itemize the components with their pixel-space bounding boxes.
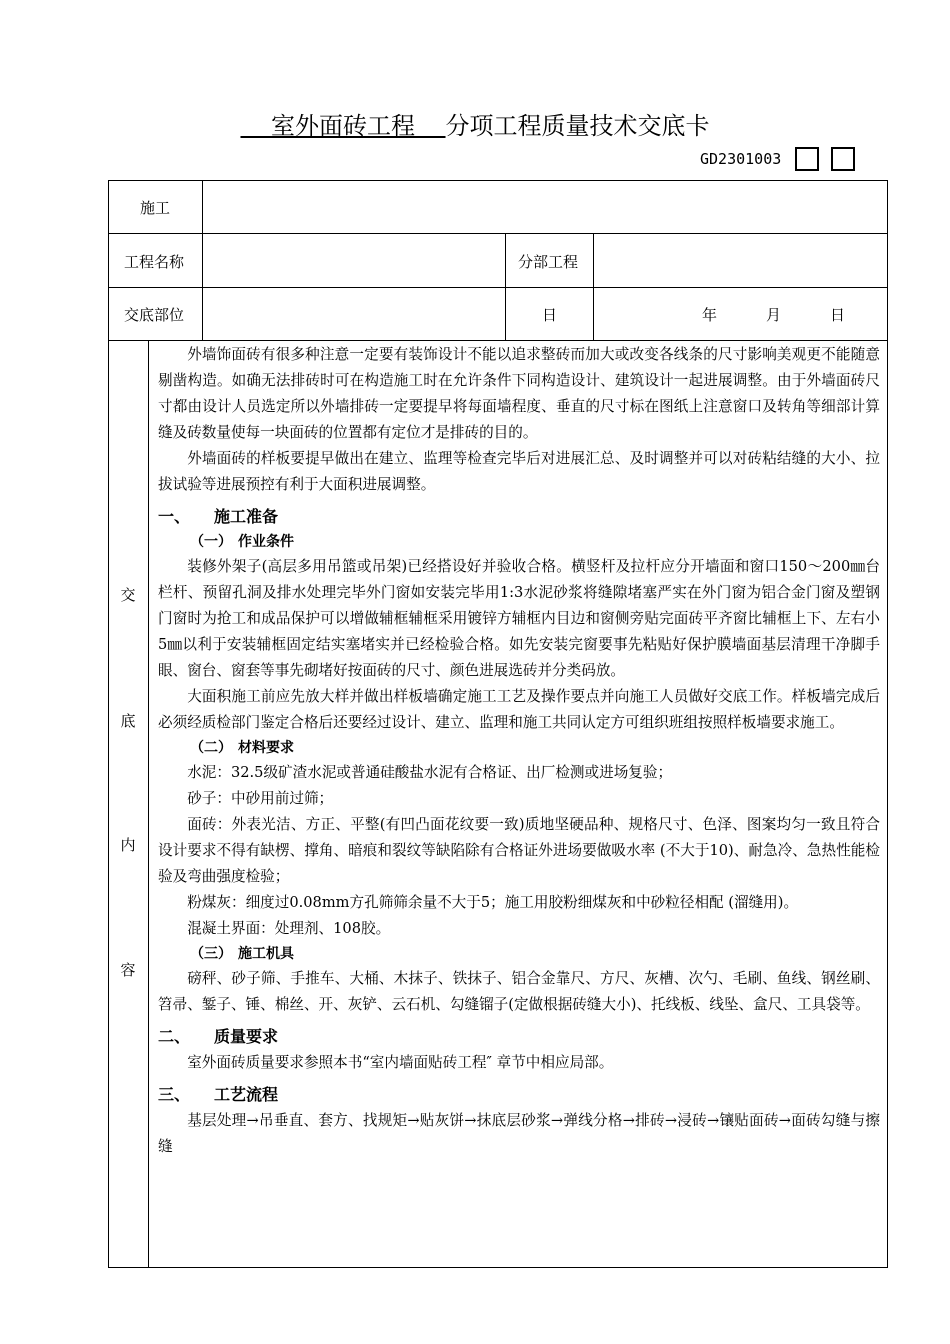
content-body (158, 342, 880, 1160)
section-heading: 三、 工艺流程 (158, 1085, 279, 1104)
subsection-heading: （二） 材料要求 (190, 740, 294, 756)
subsection-heading: （一） 作业条件 (190, 534, 294, 550)
col-divider (202, 180, 203, 340)
label-construction: 施工 (140, 199, 171, 217)
paragraph: 大面积施工前应先放大样并做出样板墙确定施工工艺及操作要点并向施工人员做好交底工作。样板墙完成后必须经质检部门鉴定合格后还要经过设计、建立、监理和施工共同认定方可组织班组按照样板墙要求施工。 (158, 688, 880, 731)
date-year: 年 (702, 306, 718, 324)
checkbox-2[interactable] (831, 147, 855, 171)
paragraph: 外墙饰面砖有很多种注意一定要有装饰设计不能以追求整砖而加大或改变各线条的尺寸影响美观更不能随意剔凿构造。如确无法排砖时可在构造施工时在允许条件下同构造设计、建筑设计一起进展调整。由于外墙面砖尺寸都由设计人员选定所以外墙排砖一定要提早将每面墙程度、垂直的尺寸标在图纸上注意窗口及转角等细部计算缝及砖数量使每一块面砖的位置都有定位才是排砖的目的。 (158, 346, 880, 441)
paragraph: 面砖：外表光洁、方正、平整(有凹凸面花纹要一致)质地坚硬品种、规格尺寸、色泽、图案均匀一致且符合设计要求不得有缺楞、撑角、暗痕和裂纹等缺陷除有合格证外进场要做吸水率 (不大于10)、耐急冷、急热性能检验及弯曲强度检验； (158, 816, 880, 885)
paragraph: 装修外架子(高层多用吊篮或吊架)已经搭设好并验收合格。横竖杆及拉杆应分开墙面和窗口150～200㎜台栏杆、预留孔洞及排水处理完毕外门窗如安装完毕用1:3水泥砂浆将缝隙堵塞严实在外门窗为铝合金门窗及塑钢门窗时为抢工和成品保护可以增做辅框辅框采用镀锌方辅框内目边和窗侧旁贴完面砖平齐窗比辅框上下、左右小5㎜以利于安装辅框固定结实塞堵实并已经检验合格。如先安装完窗要事先粘贴好保护膜墙面基层清理干净脚手眼、窗台、窗套等事先砌堵好按面砖的尺寸、颜色进展选砖并分类码放。 (158, 558, 880, 679)
col-divider (505, 233, 506, 340)
paragraph: 水泥：32.5级矿渣水泥或普通硅酸盐水泥有合格证、出厂检测或进场复验； (187, 764, 673, 781)
row-divider (108, 287, 888, 288)
row-divider (108, 340, 888, 341)
paragraph: 磅秤、砂子筛、手推车、大桶、木抹子、铁抹子、铝合金靠尺、方尺、灰槽、次勺、毛刷、鱼线、钢丝刷、笤帚、錾子、锤、棉丝、开、灰铲、云石机、勾缝镏子(定做根据砖缝大小)、托线板、线坠、盒尺、工具袋等。 (158, 970, 880, 1013)
row-divider (108, 233, 888, 234)
code-row (700, 146, 867, 172)
paragraph: 外墙面砖的样板要提早做出在建立、监理等检查完毕后对进展汇总、及时调整并可以对砖粘结缝的大小、拉拔试验等进展预控有利于大面积进展调整。 (158, 450, 880, 493)
paragraph: 混凝土界面：处理剂、108胶。 (187, 920, 391, 937)
paragraph: 粉煤灰：细度过0.08mm方孔筛筛余量不大于5；施工用胶粉细煤灰和中砂粒径相配 (溜缝用)。 (187, 894, 799, 911)
section-heading: 二、 质量要求 (158, 1027, 279, 1046)
date-day: 日 (830, 306, 846, 324)
document-code: GD2301003 (700, 150, 782, 168)
date-month: 月 (766, 306, 782, 324)
page-title (0, 106, 950, 141)
title-suffix: 分项工程质量技术交底卡 (445, 112, 710, 140)
col-divider (593, 233, 594, 340)
label-location: 交底部位 (124, 306, 185, 324)
paragraph: 室外面砖质量要求参照本书“室内墙面贴砖工程″ 章节中相应局部。 (187, 1054, 614, 1071)
label-project-name: 工程名称 (124, 253, 185, 271)
label-date: 日 (542, 306, 558, 324)
side-char: 底 (120, 712, 136, 730)
side-char: 容 (120, 961, 136, 979)
side-char: 内 (120, 836, 136, 854)
side-char: 交 (120, 586, 136, 604)
subsection-heading: （三） 施工机具 (190, 946, 294, 962)
checkbox-1[interactable] (795, 147, 819, 171)
paragraph: 砂子：中砂用前过筛； (187, 790, 334, 807)
col-divider (148, 340, 149, 1268)
title-project: 室外面砖工程 (240, 112, 446, 140)
section-heading: 一、 施工准备 (158, 507, 279, 526)
paragraph: 基层处理→吊垂直、套方、找规矩→贴灰饼→抹底层砂浆→弹线分格→排砖→浸砖→镶贴面砖→面砖勾缝与擦缝 (158, 1112, 880, 1155)
label-division: 分部工程 (518, 253, 579, 271)
